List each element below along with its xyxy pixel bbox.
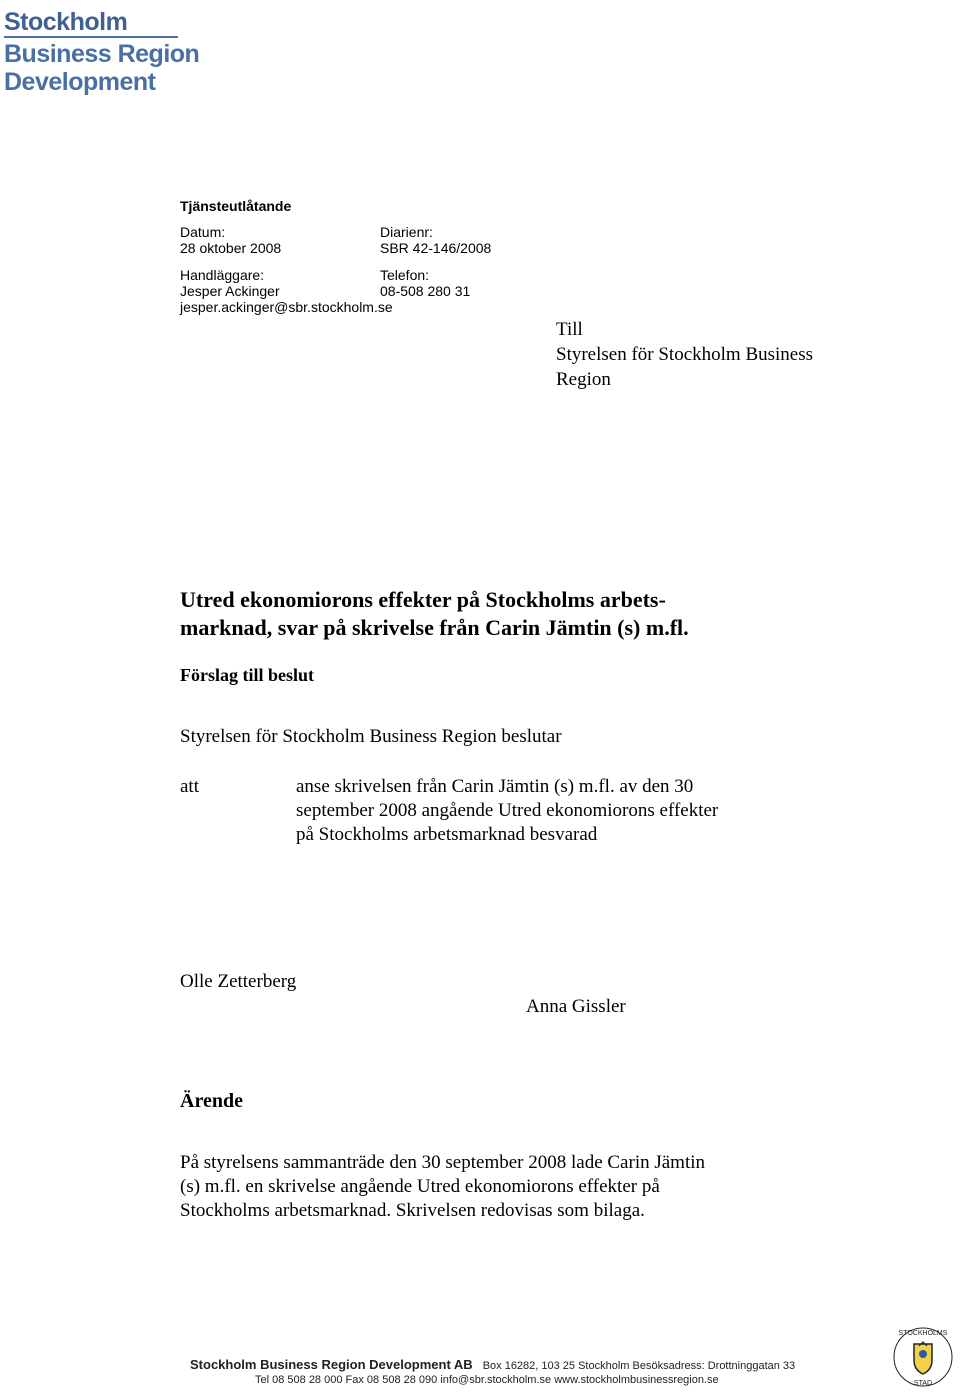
- handlaggare-email[interactable]: jesper.ackinger@sbr.stockholm.se: [180, 299, 393, 315]
- logo-line-1: Stockholm: [4, 8, 128, 36]
- footer-address: Box 16282, 103 25 Stockholm Besöksadress: Drottninggatan 33: [482, 1360, 796, 1372]
- svg-text:STAD: STAD: [913, 1380, 933, 1387]
- recipient-line-3: Region: [556, 369, 611, 390]
- document-title-line-1: Utred ekonomiorons effekter på Stockholms arbets-: [180, 587, 666, 612]
- svg-text:STOCKHOLMS: STOCKHOLMS: [898, 1330, 948, 1337]
- diarienr-value: SBR 42-146/2008: [380, 240, 492, 256]
- city-seal-icon: [892, 1326, 954, 1388]
- signature-first: Olle Zetterberg: [180, 971, 297, 992]
- arende-line-3: Stockholms arbetsmarknad. Skrivelsen redovisas som bilaga.: [180, 1200, 645, 1221]
- company-logo: [4, 8, 200, 96]
- datum-value: 28 oktober 2008: [180, 240, 282, 256]
- footer-org: Stockholm Business Region Development AB: [190, 1357, 473, 1372]
- proposal-intro: Styrelsen för Stockholm Business Region beslutar: [180, 726, 562, 747]
- handlaggare-name: Jesper Ackinger: [180, 283, 280, 299]
- document-type: Tjänsteutlåtande: [180, 198, 292, 214]
- arende-line-1: På styrelsens sammanträde den 30 september 2008 lade Carin Jämtin: [180, 1152, 706, 1173]
- handlaggare-label: Handläggare:: [180, 267, 265, 283]
- diarienr-label: Diarienr:: [380, 224, 433, 240]
- att-line-3: på Stockholms arbetsmarknad besvarad: [296, 824, 598, 845]
- telefon-value: 08-508 280 31: [380, 283, 471, 299]
- arende-heading: Ärende: [180, 1090, 243, 1112]
- logo-line-3: Development: [4, 68, 156, 96]
- recipient-line-2: Styrelsen för Stockholm Business: [556, 344, 814, 365]
- datum-label: Datum:: [180, 224, 226, 240]
- logo-line-2: Business Region: [4, 40, 200, 68]
- att-line-2: september 2008 angående Utred ekonomiorons effekter: [296, 800, 719, 821]
- recipient-line-1: Till: [556, 319, 583, 340]
- signature-second: Anna Gissler: [526, 996, 626, 1017]
- proposal-heading: Förslag till beslut: [180, 665, 314, 685]
- telefon-label: Telefon:: [380, 267, 430, 283]
- document-title-line-2: marknad, svar på skrivelse från Carin Jämtin (s) m.fl.: [180, 615, 689, 640]
- footer-line-1: [190, 1356, 795, 1374]
- arende-line-2: (s) m.fl. en skrivelse angående Utred ekonomiorons effekter på: [180, 1176, 660, 1197]
- logo-rule-1: [4, 36, 178, 38]
- att-label: att: [180, 776, 199, 797]
- att-line-1: anse skrivelsen från Carin Jämtin (s) m.fl. av den 30: [296, 776, 694, 797]
- footer-line-2: Tel 08 508 28 000 Fax 08 508 28 090 info@sbr.stockholm.se www.stockholmbusinessregion.se: [255, 1374, 719, 1386]
